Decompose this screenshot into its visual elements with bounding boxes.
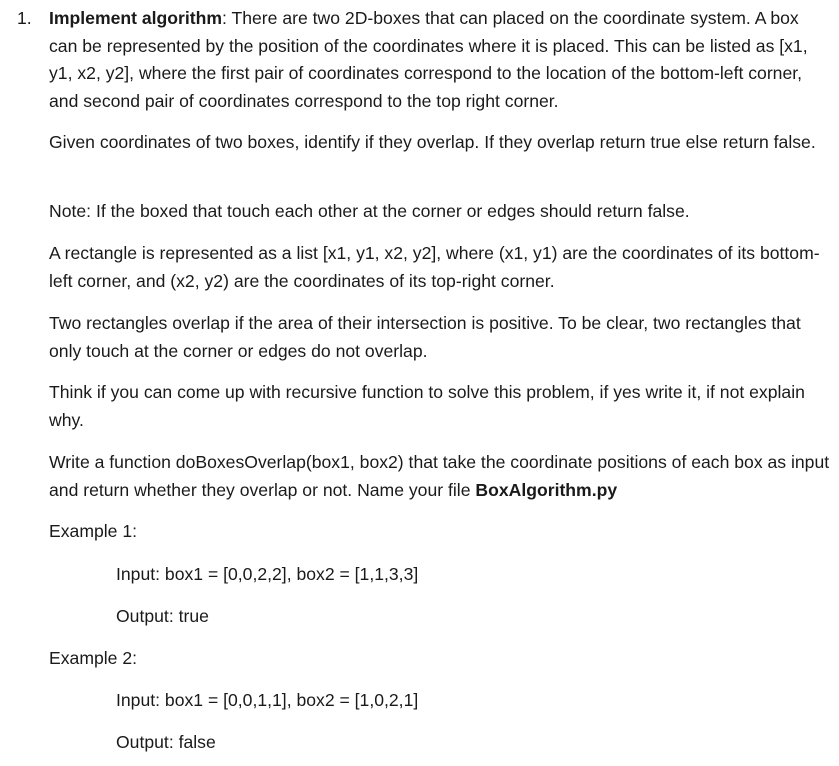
list-item-number: 1. xyxy=(17,8,32,28)
paragraph-intro xyxy=(49,5,831,115)
example-1-heading: Example 1: xyxy=(49,521,138,541)
paragraph-rectangle-definition: A rectangle is represented as a list [x1, y1, x2, y2], where (x1, y1) are the coordinates of its bottom-left corner, and (x2, y2) are the coordinates of its top-right corner. xyxy=(49,243,820,291)
example-2-output: Output: false xyxy=(116,732,216,752)
intro-text: : There are two 2D-boxes that can placed on the coordinate system. A box can be represented by the position of the coordinates where it is placed. This can be listed as [x1, y1, x2, y2], where the first pair of coordinates correspond to the location of the bottom-left corner, and second pair of coordinates correspond to the top right corner. xyxy=(49,8,808,111)
function-spec-text: Write a function doBoxesOverlap(box1, box2) that take the coordinate positions of each box as input and return whether they overlap or not. Name your file xyxy=(49,452,830,500)
example-1-output: Output: true xyxy=(116,606,209,626)
paragraph-overlap-definition: Two rectangles overlap if the area of their intersection is positive. To be clear, two rectangles that only touch at the corner or edges do not overlap. xyxy=(49,313,801,361)
example-2-input: Input: box1 = [0,0,1,1], box2 = [1,0,2,1] xyxy=(116,690,419,710)
heading-implement-algorithm: Implement algorithm xyxy=(49,8,223,28)
file-name: BoxAlgorithm.py xyxy=(475,479,618,500)
paragraph-function-spec xyxy=(49,449,831,504)
paragraph-note: Note: If the boxed that touch each other at the corner or edges should return false. xyxy=(49,201,690,221)
paragraph-recursion: Think if you can come up with recursive function to solve this problem, if yes write it, if not explain why. xyxy=(49,382,805,430)
example-2-heading: Example 2: xyxy=(49,648,138,668)
paragraph-task: Given coordinates of two boxes, identify if they overlap. If they overlap return true else return false. xyxy=(49,132,816,152)
example-1-input: Input: box1 = [0,0,2,2], box2 = [1,1,3,3] xyxy=(116,564,419,584)
